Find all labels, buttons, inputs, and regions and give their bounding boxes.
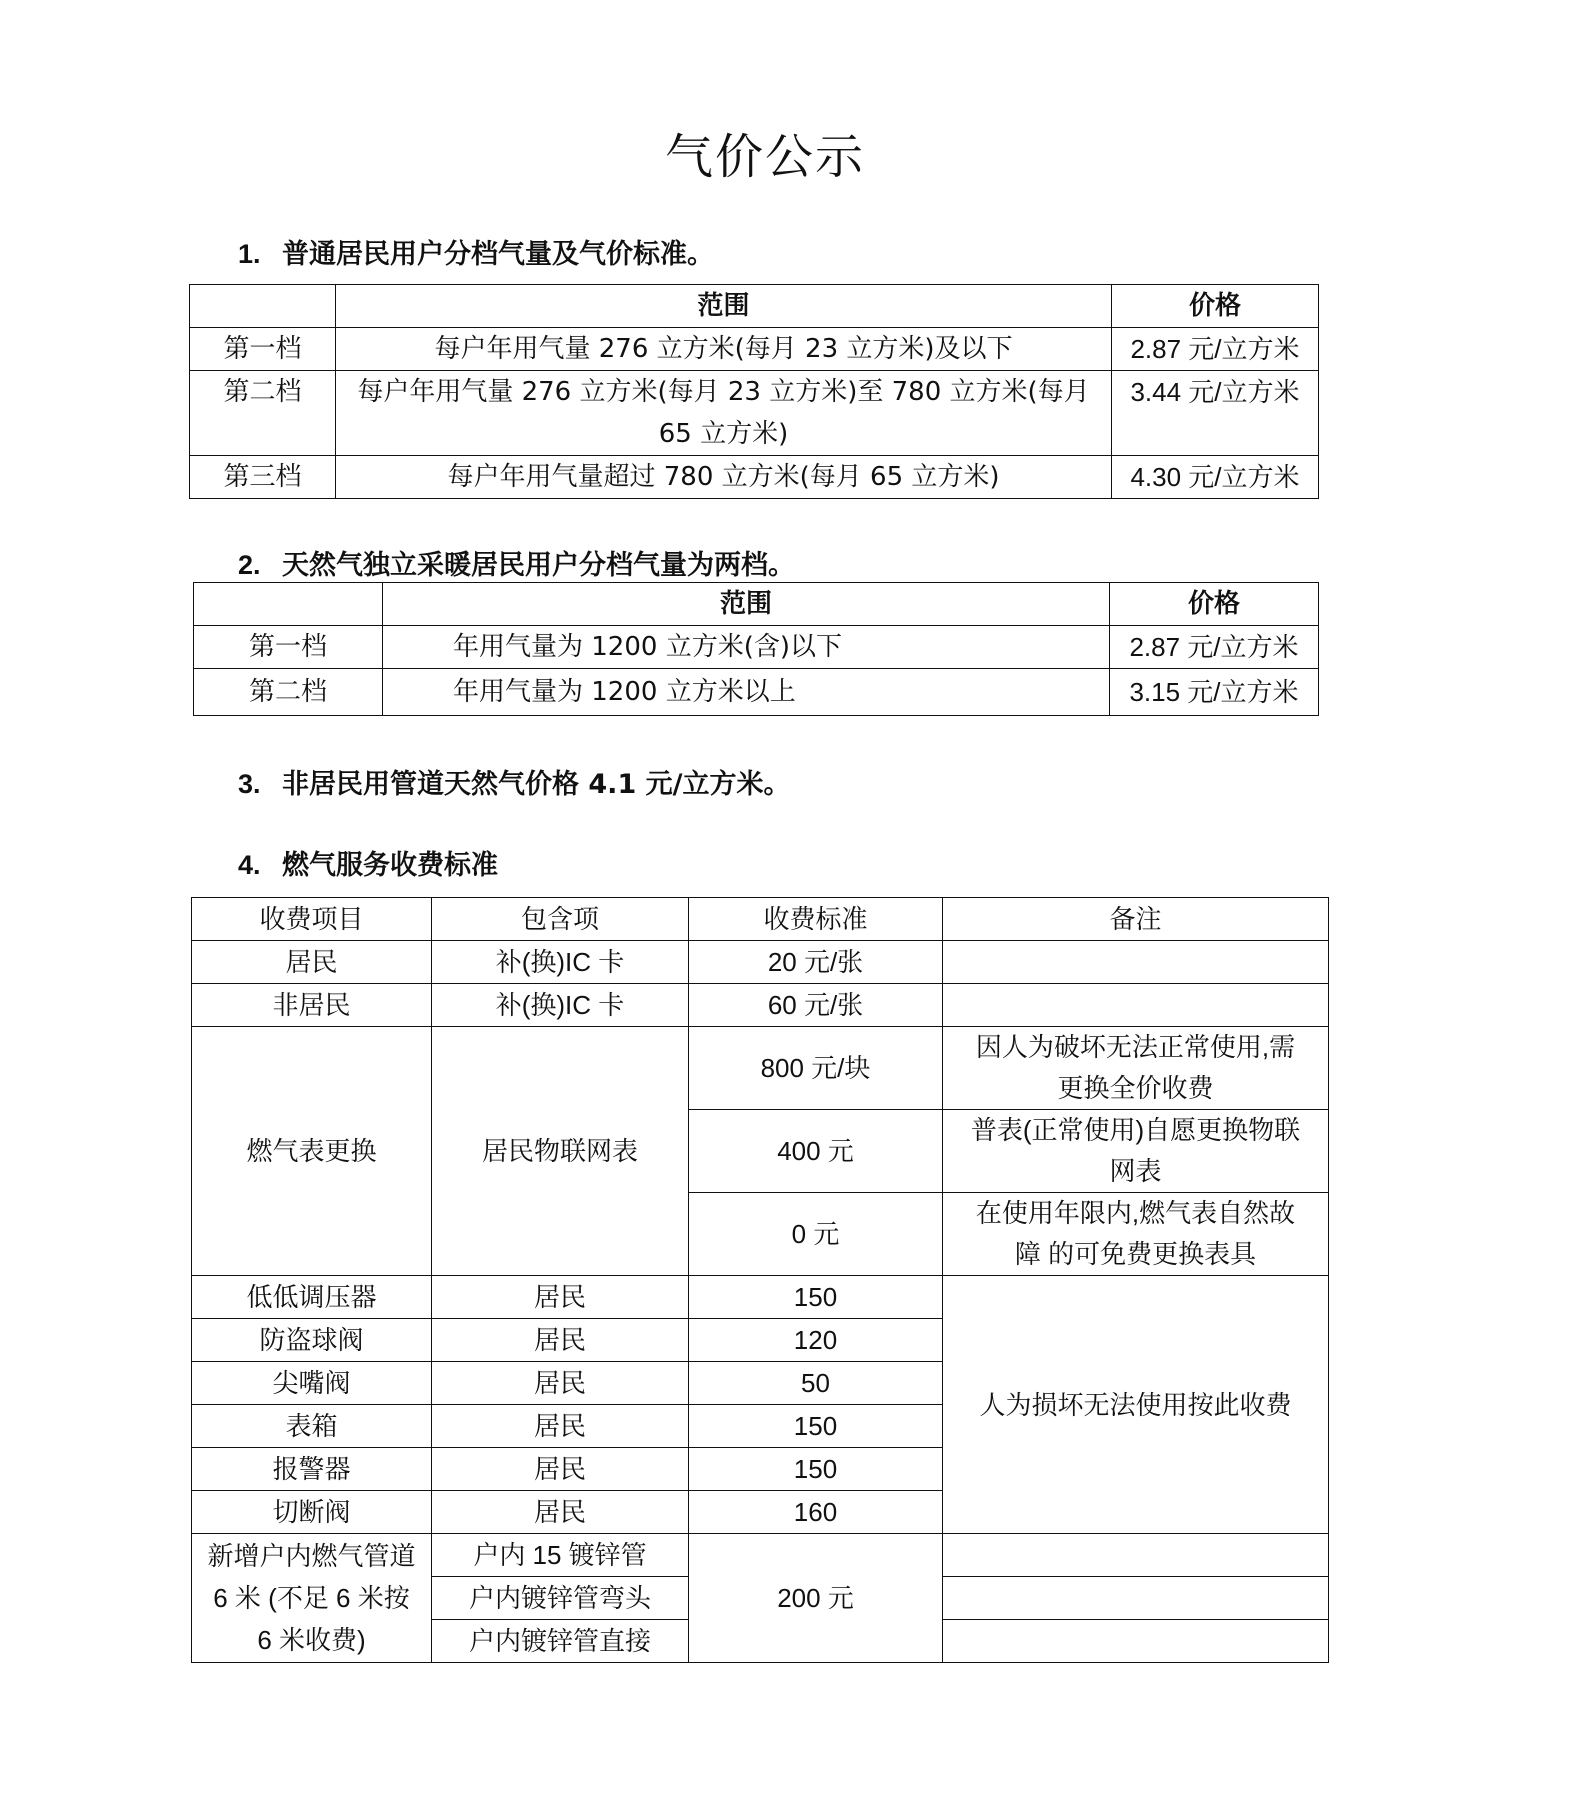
item-cell: 燃气表更换	[192, 1027, 432, 1276]
section-number: 2.	[238, 550, 261, 580]
table-row	[194, 669, 1319, 716]
includes-cell: 户内 15 镀锌管	[432, 1534, 689, 1577]
table-header-item: 收费项目	[192, 898, 432, 941]
item-cell: 表箱	[192, 1405, 432, 1448]
note-cell	[943, 1534, 1329, 1577]
range-cell: 年用气量为 1200 立方米(含)以下	[383, 626, 1110, 669]
section-heading-2	[238, 543, 795, 582]
note-cell	[943, 941, 1329, 984]
section-number: 3.	[238, 769, 261, 799]
item-cell: 尖嘴阀	[192, 1362, 432, 1405]
includes-cell: 居民	[432, 1362, 689, 1405]
includes-cell: 居民	[432, 1405, 689, 1448]
section-heading-4	[238, 843, 498, 882]
includes-cell: 居民	[432, 1448, 689, 1491]
table-header-blank	[190, 285, 336, 328]
tier-cell: 第三档	[190, 456, 336, 499]
section-heading-text: 普通居民用户分档气量及气价标准。	[282, 239, 714, 270]
table-header-row	[194, 583, 1319, 626]
table-header-note: 备注	[943, 898, 1329, 941]
fee-cell: 150	[689, 1276, 943, 1319]
item-cell: 新增户内燃气管道 6 米 (不足 6 米按 6 米收费)	[192, 1534, 432, 1663]
range-cell: 每户年用气量 276 立方米(每月 23 立方米)至 780 立方米(每月 65 立方米)	[336, 371, 1112, 456]
includes-cell: 户内镀锌管弯头	[432, 1577, 689, 1620]
section-heading-text: 天然气独立采暖居民用户分档气量为两档。	[282, 550, 795, 581]
fee-cell: 50	[689, 1362, 943, 1405]
price-cell: 3.15 元/立方米	[1110, 669, 1319, 716]
includes-cell: 居民物联网表	[432, 1027, 689, 1276]
fee-cell: 120	[689, 1319, 943, 1362]
section-number: 4.	[238, 850, 261, 880]
includes-cell: 居民	[432, 1319, 689, 1362]
item-cell: 居民	[192, 941, 432, 984]
price-cell: 2.87 元/立方米	[1112, 328, 1319, 371]
note-cell: 因人为破坏无法正常使用,需更换全价收费	[943, 1027, 1329, 1110]
service-fee-table	[191, 897, 1329, 1663]
table-header-price: 价格	[1112, 285, 1319, 328]
fee-cell: 150	[689, 1448, 943, 1491]
table-row	[190, 328, 1319, 371]
price-cell: 2.87 元/立方米	[1110, 626, 1319, 669]
tier-cell: 第二档	[194, 669, 383, 716]
table-header-range: 范围	[383, 583, 1110, 626]
note-cell	[943, 1577, 1329, 1620]
includes-cell: 居民	[432, 1276, 689, 1319]
table-row	[194, 626, 1319, 669]
tier-cell: 第一档	[190, 328, 336, 371]
fee-cell: 400 元	[689, 1110, 943, 1193]
item-cell: 防盗球阀	[192, 1319, 432, 1362]
note-cell	[943, 1620, 1329, 1663]
section-heading-text: 燃气服务收费标准	[282, 850, 498, 881]
price-cell: 4.30 元/立方米	[1112, 456, 1319, 499]
note-cell: 普表(正常使用)自愿更换物联 网表	[943, 1110, 1329, 1193]
note-cell	[943, 984, 1329, 1027]
table-header-range: 范围	[336, 285, 1112, 328]
note-cell: 人为损坏无法使用按此收费	[943, 1276, 1329, 1534]
item-cell: 报警器	[192, 1448, 432, 1491]
item-cell: 低低调压器	[192, 1276, 432, 1319]
table-row	[192, 1027, 1329, 1110]
fee-cell: 20 元/张	[689, 941, 943, 984]
section-heading-3	[238, 762, 791, 801]
price-cell: 3.44 元/立方米	[1112, 371, 1319, 456]
fee-cell: 160	[689, 1491, 943, 1534]
includes-cell: 居民	[432, 1491, 689, 1534]
fee-cell: 0 元	[689, 1193, 943, 1276]
table-row	[192, 1534, 1329, 1577]
tier-cell: 第一档	[194, 626, 383, 669]
residential-tier-price-table	[189, 284, 1319, 499]
item-cell: 切断阀	[192, 1491, 432, 1534]
range-cell: 年用气量为 1200 立方米以上	[383, 669, 1110, 716]
includes-cell: 补(换)IC 卡	[432, 984, 689, 1027]
section-heading-1	[238, 232, 714, 271]
fee-cell: 150	[689, 1405, 943, 1448]
tier-cell: 第二档	[190, 371, 336, 456]
section-heading-text: 非居民用管道天然气价格 4.1 元/立方米。	[282, 769, 791, 800]
table-row	[192, 984, 1329, 1027]
table-header-fee: 收费标准	[689, 898, 943, 941]
range-cell: 每户年用气量超过 780 立方米(每月 65 立方米)	[336, 456, 1112, 499]
includes-cell: 户内镀锌管直接	[432, 1620, 689, 1663]
range-cell: 每户年用气量 276 立方米(每月 23 立方米)及以下	[336, 328, 1112, 371]
note-cell: 在使用年限内,燃气表自然故障 的可免费更换表具	[943, 1193, 1329, 1276]
table-row	[190, 456, 1319, 499]
table-header-includes: 包含项	[432, 898, 689, 941]
table-row	[192, 1276, 1329, 1319]
includes-cell: 补(换)IC 卡	[432, 941, 689, 984]
heating-tier-price-table	[193, 582, 1319, 716]
fee-cell: 200 元	[689, 1534, 943, 1663]
table-header-row	[190, 285, 1319, 328]
table-header-blank	[194, 583, 383, 626]
section-number: 1.	[238, 239, 261, 269]
fee-cell: 60 元/张	[689, 984, 943, 1027]
table-row	[190, 371, 1319, 456]
table-row	[192, 941, 1329, 984]
page-title: 气价公示	[664, 129, 865, 185]
item-cell: 非居民	[192, 984, 432, 1027]
table-header-row	[192, 898, 1329, 941]
fee-cell: 800 元/块	[689, 1027, 943, 1110]
table-header-price: 价格	[1110, 583, 1319, 626]
